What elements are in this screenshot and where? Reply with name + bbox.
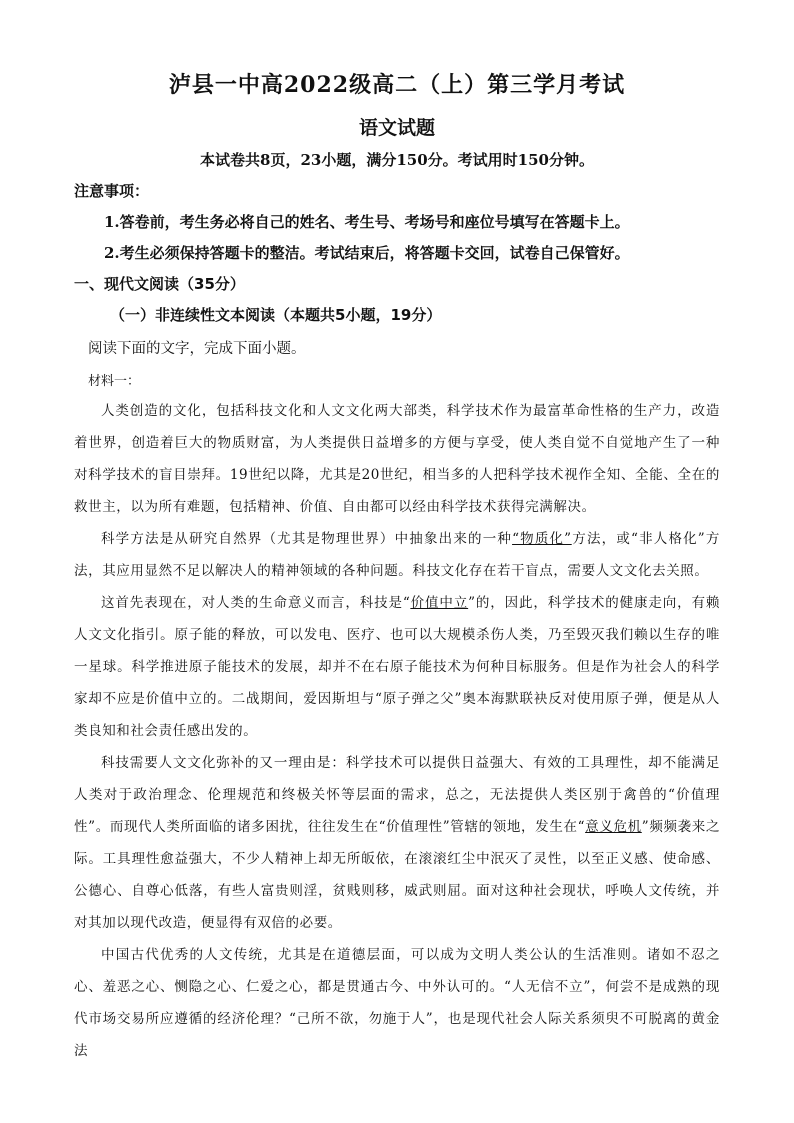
exam-title: 泸县一中高2022级高二（上）第三学月考试 (168, 72, 626, 98)
paragraph-2-text-b: 方法，或“非人格化”方法，其应用显然不足以解决人的精神领域的各种问题。科技文化存在若干盲点，需要人文文化去关照。 (74, 531, 720, 579)
paragraph-3 (74, 587, 720, 747)
paragraph-1: 人类创造的文化，包括科技文化和人文文化两大部类，科学技术作为最富革命性格的生产力，改造着世界，创造着巨大的物质财富，为人类提供日益增多的方便与享受，使人类自觉不自觉地产生了一种对科学技术的盲目崇拜。19世纪以降，尤其是20世纪，相当多的人把科学技术视作全知、全能、全在的救世主，以为所有难题，包括精神、价值、自由都可以经由科学技术获得完满解决。 (74, 403, 720, 515)
paragraph-4-text-b: ”频频袭来之际。工具理性愈益强大，不少人精神上却无所皈依，在滚滚红尘中泯灭了灵性，以至正义感、使命感、公德心、自尊心低落，有些人富贵则淫，贫贱则移，威武则屈。面对这种社会现状，呼唤人文传统，并对其加以现代改造，便显得有双倍的必要。 (74, 819, 720, 931)
paragraph-2-text-a: 科学方法是从研究自然界（尤其是物理世界）中抽象出来的一种 (101, 531, 513, 547)
exam-subtitle: 语文试题 (358, 117, 435, 139)
paragraph-2 (74, 523, 720, 587)
underlined-term: “物质化” (512, 531, 572, 547)
notes-heading: 注意事项： (74, 182, 150, 200)
reading-instruction: 阅读下面的文字，完成下面小题。 (88, 341, 306, 357)
underlined-term: 意义危机 (585, 819, 642, 835)
section-heading: 一、现代文阅读（35分） (74, 275, 245, 293)
paragraph-4 (74, 747, 720, 939)
note-item-1: 1.答卷前，考生务必将自己的姓名、考生号、考场号和座位号填写在答题卡上。 (104, 213, 630, 231)
paragraph-3-text-b: ”的，因此，科学技术的健康走向，有赖人文文化指引。原子能的释放，可以发电、医疗、也可以大规模杀伤人类，乃至毁灭我们赖以生存的唯一星球。科学推进原子能技术的发展，却并不在右原子能技术为何种目标服务。但是作为社会人的科学家却不应是价值中立的。二战期间，爱因斯坦与“原子弹之父”奥本海默联袂反对使用原子弹，便是从人类良知和社会责任感出发的。 (74, 595, 720, 739)
paragraph-3-text-a: 这首先表现在，对人类的生命意义而言，科技是“ (101, 595, 411, 611)
material-label: 材料一： (88, 374, 141, 389)
paragraph-5: 中国古代优秀的人文传统，尤其是在道德层面，可以成为文明人类公认的生活准则。诸如不忍之心、羞恶之心、恻隐之心、仁爱之心，都是贯通古今、中外认可的。“人无信不立”，何尝不是成熟的现代市场交易所应遵循的经济伦理？“己所不欲，勿施于人”，也是现代社会人际关系须臾不可脱离的黄金法 (74, 947, 720, 1059)
paragraph-4-text-a: 科技需要人文文化弥补的又一理由是：科学技术可以提供日益强大、有效的工具理性，却不能满足人类对于政治理念、伦理规范和终极关怀等层面的需求，总之，无法提供人类区别于禽兽的“价值理性”。而现代人类所面临的诸多困扰，往往发生在“价值理性”管辖的领地，发生在“ (74, 755, 720, 835)
passage-body (74, 395, 720, 1067)
note-item-2: 2.考生必须保持答题卡的整洁。考试结束后，将答题卡交回，试卷自己保管好。 (104, 244, 630, 262)
subsection-heading: （一）非连续性文本阅读（本题共5小题，19分） (110, 306, 442, 324)
exam-info: 本试卷共8页，23小题，满分150分。考试用时150分钟。 (200, 151, 594, 169)
underlined-term: 价值中立 (410, 595, 469, 611)
